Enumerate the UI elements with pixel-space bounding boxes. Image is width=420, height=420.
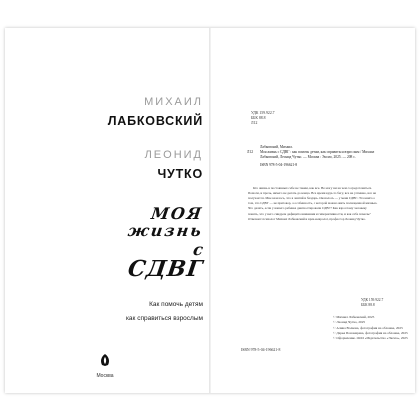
catalog-code: Л12 <box>247 150 254 155</box>
udk-bottom-block <box>361 298 401 308</box>
catalog-isbn: ISBN 978-5-04-196621-8 <box>260 162 298 167</box>
copyright-page <box>211 28 415 393</box>
book-title-line-1: МОЯ <box>149 204 205 223</box>
book-title-line-2: жизнь <box>126 221 205 240</box>
author1-first-name: МИХАИЛ <box>144 96 203 108</box>
copyright-line: © Алина Волкова, фотография на обложке, 2025 <box>333 325 403 330</box>
udk-bottom-line: УДК 159.922.7 <box>361 298 384 302</box>
author1-last-name: ЛАБКОВСКИЙ <box>107 114 203 128</box>
publisher-logo <box>85 353 125 379</box>
publisher-name: Москва <box>96 373 114 379</box>
udk-line: УДК 159.922.7 <box>251 111 275 115</box>
subtitle-line-2: как справиться взрослым <box>125 315 203 322</box>
copyright-list <box>333 315 408 341</box>
bbk-line: ББК 88.8 <box>251 116 266 121</box>
copyright-line: © Леонид Чутко, 2025 <box>333 320 366 325</box>
udk-block <box>251 111 331 126</box>
publisher-logo-icon <box>98 353 112 367</box>
author-mark-line: Л12 <box>251 121 258 126</box>
author2-first-name: ЛЕОНИД <box>144 149 203 161</box>
title-page <box>5 28 209 393</box>
isbn-bottom: ISBN 978-5-04-196621-8 <box>241 348 281 352</box>
book-title-line-4: СДВГ <box>126 256 205 282</box>
book-annotation: Кто жизнь в постоянных себе не таким, как все. Не могу ни на чем сосредоточиться. Помоги, и прочь, ничего не делать до конца. Все время куда-то бегу, все не успеваю, все не получается. Мне казалось, что я лентяй и бездарь. Оказалось — у меня СДВГ. Эта книга о том, что СДВГ — не приговор, а особенность, с которой можно жить полноценной жизнью. Что делать, если у вашего ребенка диагностировали СДВГ? Как взрослому человеку понять, что у него синдром дефицита внимания и гиперактивности, и как себе помочь? Отвечают психолог Михаил Лабковский и врач-невролог, профессор Леонид Чутко. <box>248 186 378 221</box>
catalog-author-heading: Лабковский, Михаил. <box>260 145 293 149</box>
catalog-record <box>248 145 376 168</box>
book-title-line-3: с <box>191 240 205 259</box>
copyright-line: © Дарья Пономарева, фотография на обложке, 2025 <box>333 330 408 335</box>
bbk-bottom-line: ББК 88.8 <box>361 303 375 308</box>
subtitle-line-1: Как помочь детям <box>149 301 203 308</box>
copyright-line: © Оформление. ООО «Издательство «Эксмо», 2025 <box>333 336 408 341</box>
author2-last-name: ЧУТКО <box>157 167 203 181</box>
copyright-line: © Михаил Лабковский, 2025 <box>333 315 375 319</box>
book-spread <box>5 28 415 393</box>
catalog-entry: Моя жизнь с СДВГ : как помочь детям, как справиться взрослым / Михаил Лабковский, Леонид Чутко. — Москва : Эксмо, 2025. — 208 с. <box>260 150 375 160</box>
